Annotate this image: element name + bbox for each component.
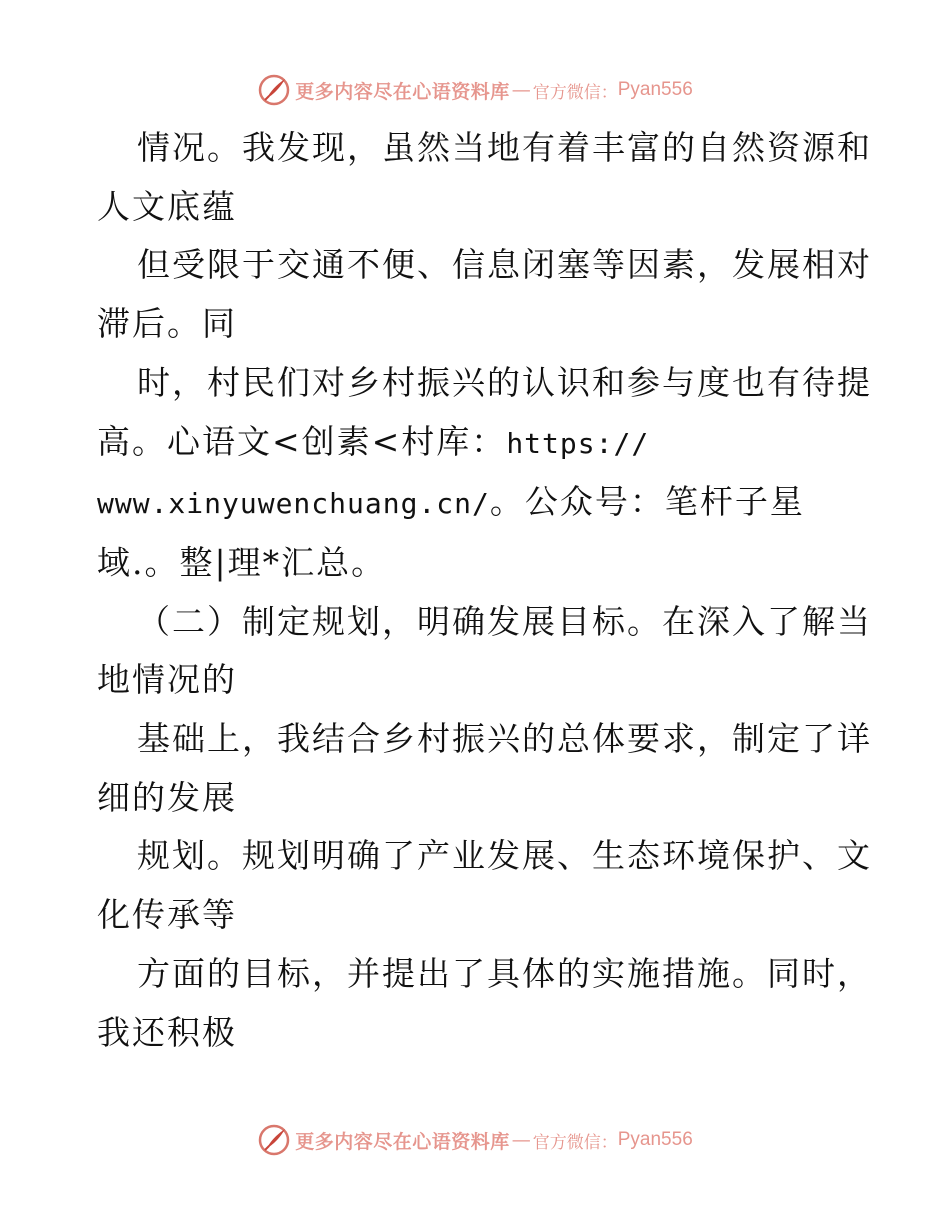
text-line: 时，村民们对乡村振兴的认识和参与度也有待提 <box>137 362 872 402</box>
text-line: 情况。我发现，虽然当地有着丰富的自然资源和 <box>137 128 872 167</box>
wechat-label: 官方微信： <box>532 82 618 103</box>
text-line: 细的发展 <box>97 777 237 817</box>
paragraph-3 <box>97 354 872 593</box>
footer-banner <box>0 1120 950 1160</box>
wechat-id: Pyan556 <box>617 1129 693 1150</box>
text-line: （二）制定规划，明确发展目标。在深入了解当 <box>137 601 872 641</box>
text-line: 但受限于交通不便、信息闭塞等因素，发展相对 <box>137 245 872 285</box>
paragraph-6 <box>97 827 872 944</box>
url-text: https:// <box>506 426 650 460</box>
text-line: 我还积极 <box>97 1012 237 1052</box>
banner-separator: — <box>511 1129 531 1151</box>
paragraph-5 <box>97 710 872 827</box>
text-line: 滞后。同 <box>97 304 237 344</box>
quill-logo-icon <box>257 73 291 107</box>
paragraph-4 <box>97 593 872 710</box>
text-segment: 高。心语文<创素<村库： <box>97 421 507 461</box>
text-line: 规划。规划明确了产业发展、生态环境保护、文 <box>137 836 872 876</box>
paragraph-2 <box>97 236 872 353</box>
text-line: 化传承等 <box>97 895 237 935</box>
document-body <box>97 119 872 1062</box>
text-line <box>97 473 857 534</box>
paragraph-7 <box>97 945 872 1062</box>
text-line: 基础上，我结合乡村振兴的总体要求，制定了详 <box>137 719 872 759</box>
text-line: 人文底蕴 <box>97 186 237 226</box>
banner-text: 更多内容尽在心语资料库 <box>295 1130 510 1153</box>
text-segment: 。公众号：笔杆子星 <box>489 482 805 522</box>
text-line <box>97 413 857 474</box>
paragraph-1 <box>97 119 872 236</box>
header-banner <box>0 70 950 110</box>
quill-logo-icon <box>257 1123 291 1157</box>
banner-separator: — <box>511 79 531 101</box>
wechat-id: Pyan556 <box>617 79 693 100</box>
text-line: 地情况的 <box>97 660 237 700</box>
text-line: 方面的目标，并提出了具体的实施措施。同时， <box>137 953 872 993</box>
text-line: 域.。整|理*汇总。 <box>97 542 387 582</box>
url-text: www.xinyuwenchuang.cn/ <box>97 487 490 521</box>
wechat-label: 官方微信： <box>532 1132 618 1153</box>
banner-text: 更多内容尽在心语资料库 <box>295 80 510 103</box>
